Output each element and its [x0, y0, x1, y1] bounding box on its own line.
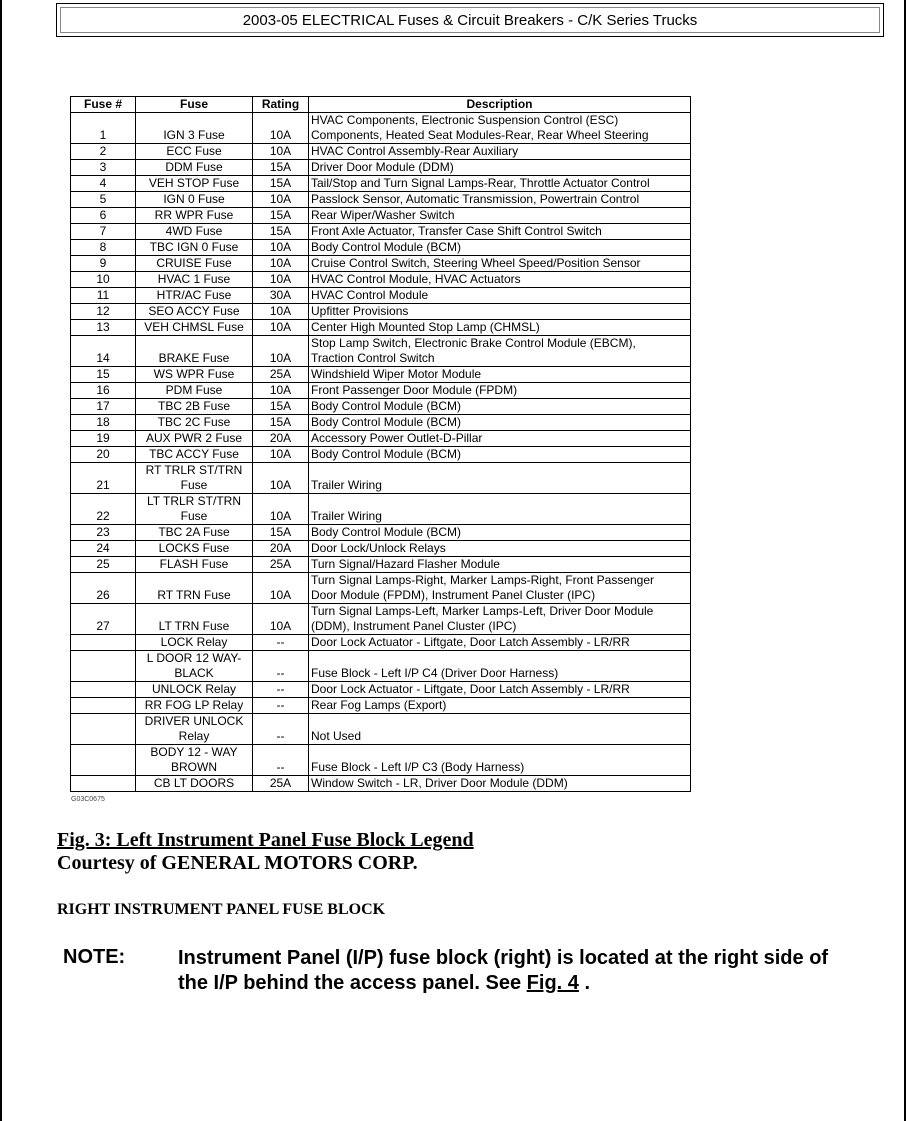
fuse-number-cell [71, 651, 136, 682]
fuse-table-body [71, 113, 691, 792]
header-title: 2003-05 ELECTRICAL Fuses & Circuit Breakers - C/K Series Trucks [60, 7, 880, 33]
table-row [71, 224, 691, 240]
page-header [56, 3, 884, 37]
fuse-name-cell: CB LT DOORS [136, 776, 253, 792]
rating-cell: 20A [253, 431, 309, 447]
fuse-name-cell: ECC Fuse [136, 144, 253, 160]
column-header: Fuse [136, 97, 253, 113]
table-row [71, 192, 691, 208]
description-cell: Door Lock/Unlock Relays [309, 541, 691, 557]
fuse-number-cell: 17 [71, 399, 136, 415]
table-row [71, 415, 691, 431]
fuse-number-cell: 8 [71, 240, 136, 256]
rating-cell: -- [253, 698, 309, 714]
rating-cell: 10A [253, 304, 309, 320]
table-row [71, 525, 691, 541]
fuse-name-cell: RT TRN Fuse [136, 573, 253, 604]
rating-cell: 10A [253, 113, 309, 144]
fuse-number-cell: 4 [71, 176, 136, 192]
rating-cell: -- [253, 651, 309, 682]
fuse-number-cell: 27 [71, 604, 136, 635]
description-cell: Front Passenger Door Module (FPDM) [309, 383, 691, 399]
fuse-number-cell [71, 776, 136, 792]
rating-cell: 10A [253, 144, 309, 160]
note-body [178, 946, 858, 996]
description-cell: Rear Wiper/Washer Switch [309, 208, 691, 224]
fuse-name-cell: SEO ACCY Fuse [136, 304, 253, 320]
fuse-name-cell: WS WPR Fuse [136, 367, 253, 383]
description-cell: Rear Fog Lamps (Export) [309, 698, 691, 714]
description-cell: Body Control Module (BCM) [309, 415, 691, 431]
rating-cell: 30A [253, 288, 309, 304]
fuse-number-cell [71, 745, 136, 776]
fuse-number-cell: 18 [71, 415, 136, 431]
rating-cell: 10A [253, 447, 309, 463]
fuse-number-cell: 3 [71, 160, 136, 176]
fuse-number-cell: 21 [71, 463, 136, 494]
description-cell: Window Switch - LR, Driver Door Module (DDM) [309, 776, 691, 792]
description-cell: Trailer Wiring [309, 463, 691, 494]
fuse-number-cell: 6 [71, 208, 136, 224]
fuse-name-cell: VEH CHMSL Fuse [136, 320, 253, 336]
description-cell: Body Control Module (BCM) [309, 447, 691, 463]
fuse-name-cell: DDM Fuse [136, 160, 253, 176]
fuse-number-cell: 12 [71, 304, 136, 320]
table-row [71, 463, 691, 494]
fuse-number-cell [71, 698, 136, 714]
page-border-left [0, 0, 2, 1121]
table-row [71, 304, 691, 320]
rating-cell: 15A [253, 224, 309, 240]
description-cell: Windshield Wiper Motor Module [309, 367, 691, 383]
fuse-number-cell [71, 714, 136, 745]
fig-4-link[interactable]: Fig. 4 [526, 972, 579, 994]
rating-cell: 10A [253, 573, 309, 604]
table-row [71, 635, 691, 651]
fuse-name-cell: UNLOCK Relay [136, 682, 253, 698]
rating-cell: 10A [253, 240, 309, 256]
fuse-number-cell: 5 [71, 192, 136, 208]
description-cell: Door Lock Actuator - Liftgate, Door Latch Assembly - LR/RR [309, 635, 691, 651]
fuse-name-cell: TBC 2C Fuse [136, 415, 253, 431]
description-cell: Turn Signal Lamps-Left, Marker Lamps-Left, Driver Door Module (DDM), Instrument Panel Cluster (IPC) [309, 604, 691, 635]
fuse-number-cell: 22 [71, 494, 136, 525]
description-cell: Upfitter Provisions [309, 304, 691, 320]
table-row [71, 698, 691, 714]
description-cell: Turn Signal/Hazard Flasher Module [309, 557, 691, 573]
page-border-right [904, 0, 906, 1121]
fuse-name-cell: TBC ACCY Fuse [136, 447, 253, 463]
fuse-name-cell: PDM Fuse [136, 383, 253, 399]
table-row [71, 144, 691, 160]
rating-cell: 25A [253, 776, 309, 792]
description-cell: HVAC Control Module [309, 288, 691, 304]
rating-cell: 10A [253, 494, 309, 525]
fuse-name-cell: DRIVER UNLOCK Relay [136, 714, 253, 745]
fuse-name-cell: 4WD Fuse [136, 224, 253, 240]
description-cell: Driver Door Module (DDM) [309, 160, 691, 176]
fuse-number-cell: 7 [71, 224, 136, 240]
description-cell: HVAC Control Module, HVAC Actuators [309, 272, 691, 288]
table-row [71, 494, 691, 525]
description-cell: Fuse Block - Left I/P C4 (Driver Door Harness) [309, 651, 691, 682]
rating-cell: -- [253, 745, 309, 776]
rating-cell: 10A [253, 336, 309, 367]
description-cell: Passlock Sensor, Automatic Transmission, Powertrain Control [309, 192, 691, 208]
fuse-number-cell: 15 [71, 367, 136, 383]
fuse-name-cell: LOCK Relay [136, 635, 253, 651]
fuse-name-cell: TBC IGN 0 Fuse [136, 240, 253, 256]
courtesy-line: Courtesy of GENERAL MOTORS CORP. [57, 852, 418, 874]
rating-cell: -- [253, 682, 309, 698]
description-cell: Body Control Module (BCM) [309, 525, 691, 541]
fuse-name-cell: RR FOG LP Relay [136, 698, 253, 714]
fuse-number-cell: 1 [71, 113, 136, 144]
table-row [71, 367, 691, 383]
rating-cell: 10A [253, 604, 309, 635]
fuse-number-cell: 11 [71, 288, 136, 304]
rating-cell: 10A [253, 383, 309, 399]
section-heading: RIGHT INSTRUMENT PANEL FUSE BLOCK [57, 901, 386, 918]
table-row [71, 573, 691, 604]
rating-cell: 10A [253, 320, 309, 336]
table-row [71, 557, 691, 573]
fuse-number-cell: 9 [71, 256, 136, 272]
fuse-number-cell [71, 682, 136, 698]
table-row [71, 745, 691, 776]
fuse-number-cell: 23 [71, 525, 136, 541]
fuse-name-cell: LOCKS Fuse [136, 541, 253, 557]
rating-cell: -- [253, 714, 309, 745]
note-period: . [584, 972, 591, 994]
fuse-number-cell: 25 [71, 557, 136, 573]
table-row [71, 288, 691, 304]
table-row [71, 383, 691, 399]
column-header: Fuse # [71, 97, 136, 113]
fuse-number-cell: 16 [71, 383, 136, 399]
description-cell: Tail/Stop and Turn Signal Lamps-Rear, Throttle Actuator Control [309, 176, 691, 192]
fuse-number-cell: 10 [71, 272, 136, 288]
description-cell: Turn Signal Lamps-Right, Marker Lamps-Right, Front Passenger Door Module (FPDM), Instrument Panel Cluster (IPC) [309, 573, 691, 604]
table-row [71, 714, 691, 745]
rating-cell: 10A [253, 192, 309, 208]
table-row [71, 320, 691, 336]
table-row [71, 604, 691, 635]
table-row [71, 776, 691, 792]
figure-code: G03C0675 [71, 796, 105, 803]
fuse-name-cell: L DOOR 12 WAY- BLACK [136, 651, 253, 682]
fuse-name-cell: LT TRLR ST/TRN Fuse [136, 494, 253, 525]
fuse-name-cell: FLASH Fuse [136, 557, 253, 573]
table-row [71, 399, 691, 415]
rating-cell: 15A [253, 160, 309, 176]
rating-cell: 20A [253, 541, 309, 557]
fuse-number-cell: 24 [71, 541, 136, 557]
description-cell: HVAC Components, Electronic Suspension Control (ESC) Components, Heated Seat Modules-Rear, Rear Wheel Steering [309, 113, 691, 144]
fuse-name-cell: HTR/AC Fuse [136, 288, 253, 304]
fuse-number-cell: 20 [71, 447, 136, 463]
note-text: Instrument Panel (I/P) fuse block (right) is located at the right side of the I/P behind the access panel. See [178, 947, 829, 994]
description-cell: Stop Lamp Switch, Electronic Brake Control Module (EBCM), Traction Control Switch [309, 336, 691, 367]
rating-cell: 10A [253, 463, 309, 494]
fuse-number-cell: 2 [71, 144, 136, 160]
fuse-name-cell: CRUISE Fuse [136, 256, 253, 272]
table-row [71, 447, 691, 463]
rating-cell: 15A [253, 208, 309, 224]
table-row [71, 176, 691, 192]
column-header: Description [309, 97, 691, 113]
fuse-number-cell: 19 [71, 431, 136, 447]
fuse-name-cell: LT TRN Fuse [136, 604, 253, 635]
column-header: Rating [253, 97, 309, 113]
table-row [71, 651, 691, 682]
rating-cell: 15A [253, 525, 309, 541]
description-cell: Accessory Power Outlet-D-Pillar [309, 431, 691, 447]
table-row [71, 272, 691, 288]
description-cell: HVAC Control Assembly-Rear Auxiliary [309, 144, 691, 160]
note-label: NOTE: [63, 946, 126, 968]
fuse-name-cell: TBC 2B Fuse [136, 399, 253, 415]
table-row [71, 256, 691, 272]
fuse-name-cell: RT TRLR ST/TRN Fuse [136, 463, 253, 494]
rating-cell: 10A [253, 272, 309, 288]
description-cell: Trailer Wiring [309, 494, 691, 525]
description-cell: Not Used [309, 714, 691, 745]
table-row [71, 682, 691, 698]
description-cell: Door Lock Actuator - Liftgate, Door Latch Assembly - LR/RR [309, 682, 691, 698]
figure-caption [57, 829, 474, 875]
fuse-name-cell: HVAC 1 Fuse [136, 272, 253, 288]
rating-cell: 25A [253, 367, 309, 383]
table-row [71, 113, 691, 144]
rating-cell: 25A [253, 557, 309, 573]
fuse-number-cell: 26 [71, 573, 136, 604]
table-row [71, 160, 691, 176]
fuse-number-cell: 14 [71, 336, 136, 367]
rating-cell: 15A [253, 415, 309, 431]
fuse-name-cell: IGN 0 Fuse [136, 192, 253, 208]
fuse-name-cell: RR WPR Fuse [136, 208, 253, 224]
table-row [71, 240, 691, 256]
table-row [71, 208, 691, 224]
fuse-name-cell: IGN 3 Fuse [136, 113, 253, 144]
fuse-name-cell: BRAKE Fuse [136, 336, 253, 367]
description-cell: Body Control Module (BCM) [309, 399, 691, 415]
description-cell: Cruise Control Switch, Steering Wheel Speed/Position Sensor [309, 256, 691, 272]
table-row [71, 541, 691, 557]
fuse-legend-table [70, 96, 691, 792]
fuse-name-cell: BODY 12 - WAY BROWN [136, 745, 253, 776]
rating-cell: -- [253, 635, 309, 651]
fuse-name-cell: AUX PWR 2 Fuse [136, 431, 253, 447]
table-row [71, 336, 691, 367]
fuse-name-cell: VEH STOP Fuse [136, 176, 253, 192]
description-cell: Center High Mounted Stop Lamp (CHMSL) [309, 320, 691, 336]
fuse-name-cell: TBC 2A Fuse [136, 525, 253, 541]
fuse-number-cell: 13 [71, 320, 136, 336]
description-cell: Body Control Module (BCM) [309, 240, 691, 256]
rating-cell: 15A [253, 399, 309, 415]
table-row [71, 431, 691, 447]
rating-cell: 10A [253, 256, 309, 272]
description-cell: Fuse Block - Left I/P C3 (Body Harness) [309, 745, 691, 776]
rating-cell: 15A [253, 176, 309, 192]
fuse-number-cell [71, 635, 136, 651]
description-cell: Front Axle Actuator, Transfer Case Shift Control Switch [309, 224, 691, 240]
figure-title: Fig. 3: Left Instrument Panel Fuse Block Legend [57, 829, 474, 851]
table-header-row [71, 97, 691, 113]
